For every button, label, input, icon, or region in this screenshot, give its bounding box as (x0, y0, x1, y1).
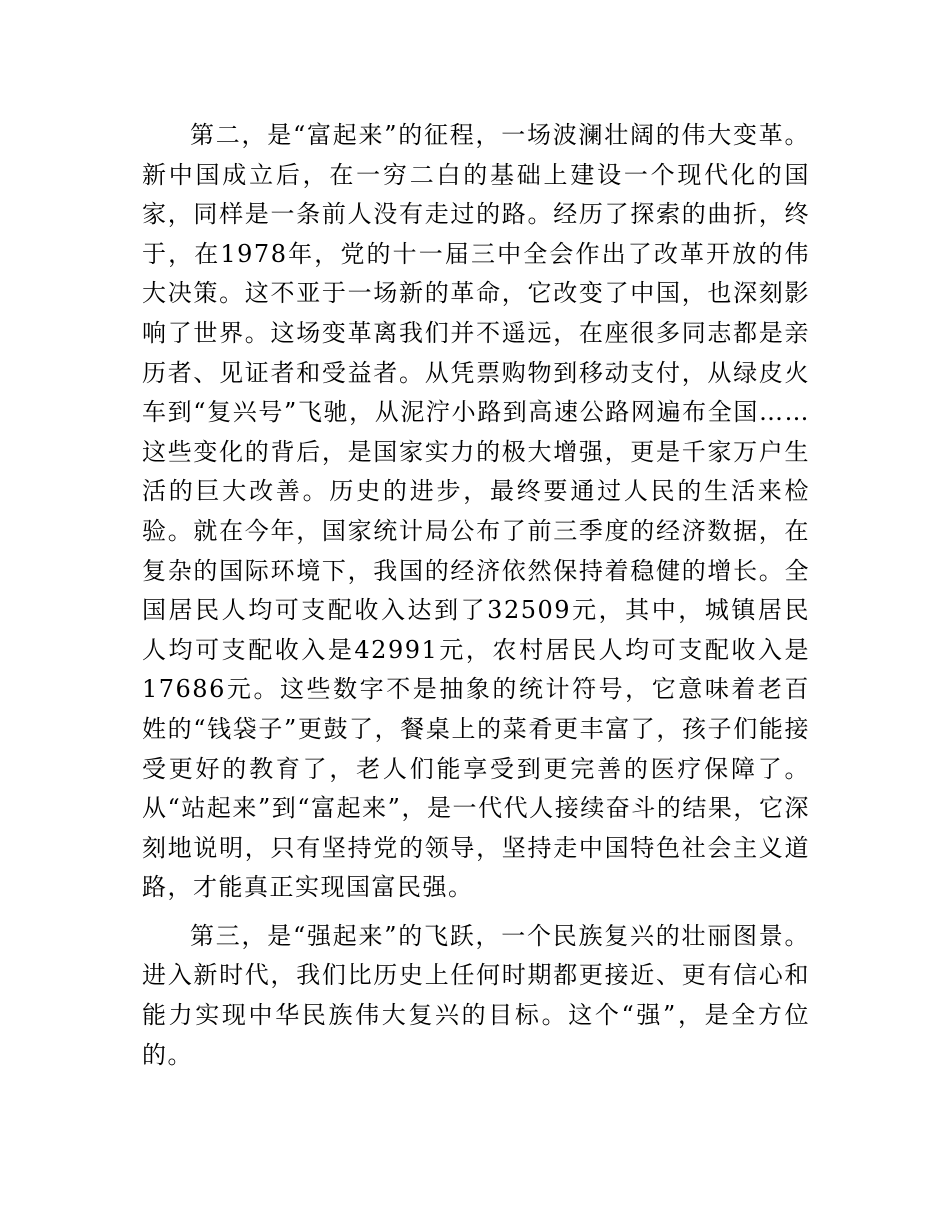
paragraph-third-getting-strong: 第三，是“强起来”的飞跃，一个民族复兴的壮丽图景。进入新时代，我们比历史上任何时期都更接近、更有信心和能力实现中华民族伟大复兴的目标。这个“强”，是全方位的。 (142, 921, 810, 1069)
paragraph-second-getting-rich: 第二，是“富起来”的征程，一场波澜壮阔的伟大变革。新中国成立后，在一穷二白的基础上建设一个现代化的国家，同样是一条前人没有走过的路。经历了探索的曲折，终于，在1978年，党的十一届三中全会作出了改革开放的伟大决策。这不亚于一场新的革命，它改变了中国，也深刻影响了世界。这场变革离我们并不遥远，在座很多同志都是亲历者、见证者和受益者。从凭票购物到移动支付，从绿皮火车到“复兴号”飞驰，从泥泞小路到高速公路网遍布全国……这些变化的背后，是国家实力的极大增强，更是千家万户生活的巨大改善。历史的进步，最终要通过人民的生活来检验。就在今年，国家统计局公布了前三季度的经济数据，在复杂的国际环境下，我国的经济依然保持着稳健的增长。全国居民人均可支配收入达到了32509元，其中，城镇居民人均可支配收入是42991元，农村居民人均可支配收入是17686元。这些数字不是抽象的统计符号，它意味着老百姓的“钱袋子”更鼓了，餐桌上的菜肴更丰富了，孩子们能接受更好的教育了，老人们能享受到更完善的医疗保障了。从“站起来”到“富起来”，是一代代人接续奋斗的结果，它深刻地说明，只有坚持党的领导，坚持走中国特色社会主义道路，才能真正实现国富民强。 (142, 121, 810, 902)
document-body (142, 116, 810, 1075)
